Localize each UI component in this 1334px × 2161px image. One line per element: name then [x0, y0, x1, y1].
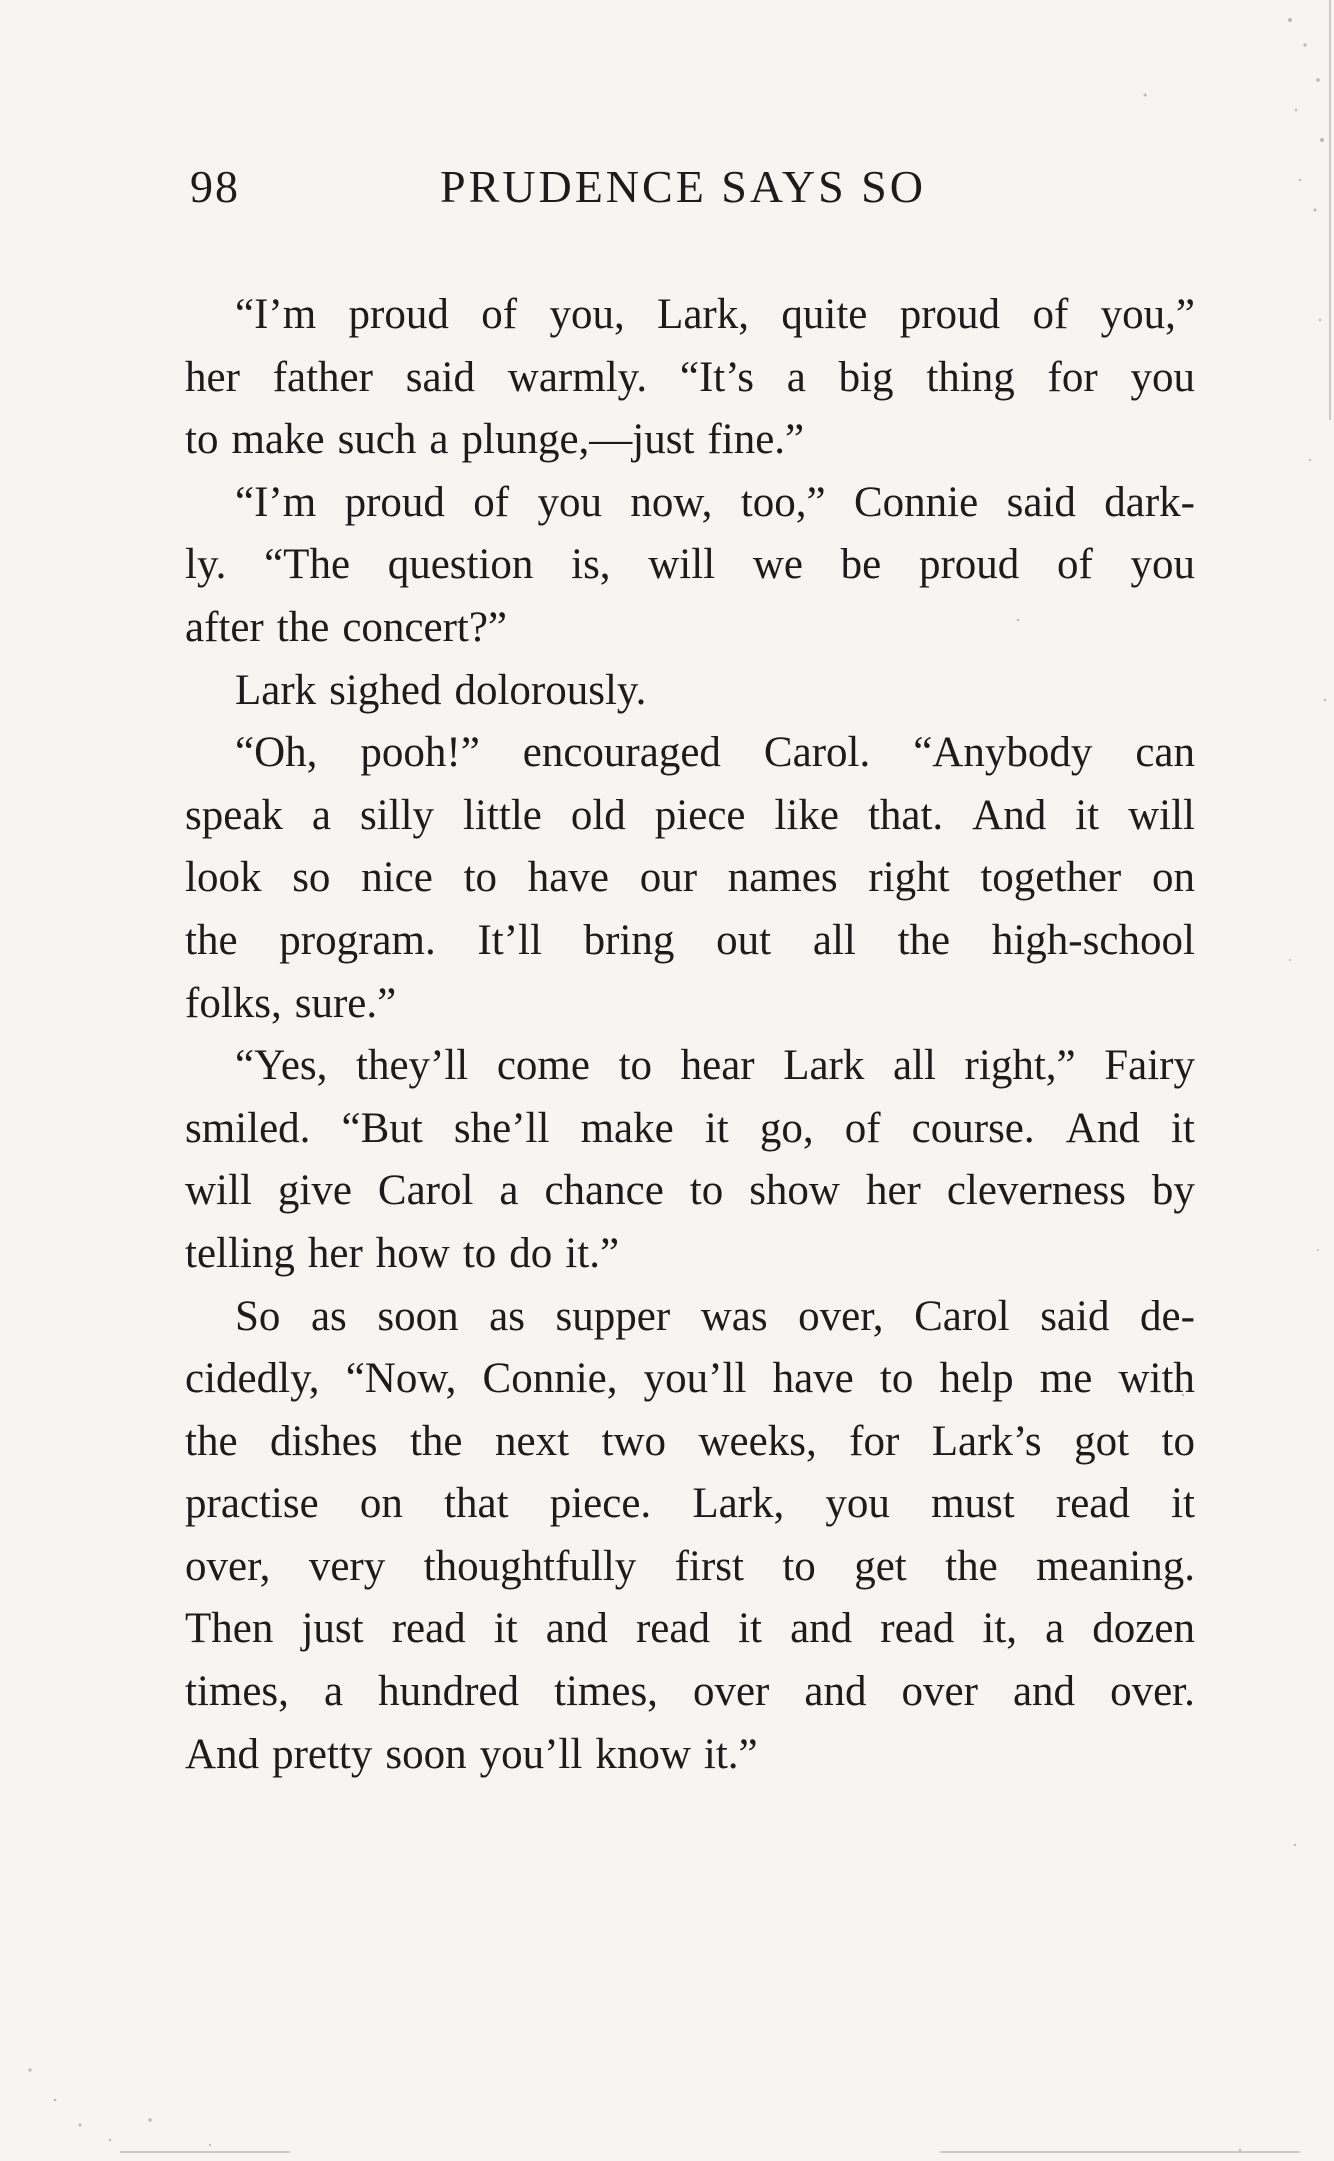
word: nice — [361, 854, 433, 902]
word: the — [276, 603, 330, 651]
word: as — [489, 1292, 525, 1340]
word: “I’m — [235, 291, 317, 338]
text-line — [185, 597, 1195, 660]
word: two — [601, 1417, 667, 1465]
text-line — [185, 409, 1195, 472]
word: is, — [571, 541, 611, 589]
word: that. — [867, 791, 944, 839]
word: for — [1047, 353, 1098, 401]
word: of — [844, 1104, 881, 1152]
text-line — [185, 1286, 1195, 1349]
text-line — [185, 847, 1195, 910]
word: “But — [341, 1104, 423, 1152]
word: right,” — [964, 1042, 1076, 1090]
word: dolorously. — [454, 666, 647, 714]
word: and — [545, 1605, 608, 1653]
word: proud — [344, 478, 445, 526]
word: it.” — [703, 1730, 758, 1778]
text-line — [185, 785, 1195, 848]
word: read — [391, 1605, 466, 1653]
word: and — [790, 1605, 853, 1653]
text-line — [185, 1223, 1195, 1286]
word: hundred — [378, 1668, 519, 1716]
word: over, — [798, 1292, 884, 1340]
word: very — [308, 1542, 386, 1590]
word: help — [939, 1355, 1014, 1403]
word: of — [473, 478, 510, 526]
word: said — [1040, 1292, 1110, 1340]
word: such — [337, 416, 417, 464]
word: telling — [185, 1229, 295, 1277]
word: right — [868, 854, 950, 902]
word: look — [185, 854, 262, 902]
text-line — [185, 973, 1195, 1036]
word: little — [463, 791, 542, 839]
word: Then — [185, 1605, 274, 1653]
word: “Now, — [345, 1355, 457, 1403]
word: question — [387, 541, 534, 589]
running-header — [190, 160, 1194, 220]
word: times, — [554, 1668, 658, 1716]
word: our — [639, 854, 698, 902]
word: dark- — [1104, 478, 1195, 526]
word: And — [972, 791, 1047, 839]
word: out — [716, 916, 772, 964]
word: you’ll — [643, 1355, 747, 1403]
word: just — [301, 1605, 364, 1653]
word: the — [409, 1417, 463, 1465]
word: chance — [544, 1167, 664, 1215]
word: on — [359, 1480, 403, 1528]
word: get — [854, 1542, 907, 1590]
word: it — [493, 1605, 518, 1653]
word: it — [1075, 791, 1100, 839]
word: thoughtfully — [423, 1542, 637, 1590]
word: So — [235, 1292, 281, 1340]
word: go, — [759, 1104, 814, 1152]
word: “I’m — [235, 478, 317, 526]
word: quite — [781, 291, 868, 338]
word: make — [231, 416, 325, 464]
word: know — [595, 1730, 691, 1778]
word: you — [1130, 541, 1195, 589]
text-line — [185, 1473, 1195, 1536]
word: fine.” — [707, 416, 805, 464]
word: to — [185, 416, 219, 464]
word: It’ll — [477, 916, 542, 964]
word: names — [727, 854, 838, 902]
word: it, — [982, 1605, 1017, 1653]
text-line — [185, 1348, 1195, 1411]
word: do — [509, 1229, 553, 1277]
word: supper — [555, 1292, 671, 1340]
word: “Anybody — [913, 729, 1093, 777]
word: pooh!” — [360, 729, 480, 777]
word: you, — [549, 291, 625, 338]
word: it.” — [565, 1229, 620, 1277]
word: cleverness — [946, 1167, 1126, 1215]
word: to — [462, 1229, 497, 1277]
word: speak — [185, 791, 283, 839]
word: must — [931, 1480, 1015, 1528]
word: with — [1118, 1355, 1195, 1403]
text-line — [185, 472, 1195, 535]
word: dozen — [1092, 1605, 1195, 1653]
word: we — [752, 541, 803, 589]
word: piece — [654, 791, 746, 839]
word: her — [865, 1167, 921, 1215]
word: you — [537, 478, 602, 526]
word: bring — [583, 916, 675, 964]
word: father — [272, 353, 373, 401]
word: “Oh, — [235, 729, 318, 777]
word: soon — [385, 1730, 467, 1778]
word: it — [738, 1605, 762, 1653]
word: the — [185, 916, 238, 964]
word: over — [692, 1668, 770, 1716]
word: you — [1130, 353, 1195, 401]
word: of — [481, 291, 518, 338]
word: make — [580, 1104, 674, 1152]
word: said — [1006, 478, 1076, 526]
word: Carol — [377, 1167, 474, 1215]
word: for — [849, 1417, 900, 1465]
word: me — [1039, 1355, 1093, 1403]
word: got — [1074, 1417, 1130, 1465]
word: Lark, — [692, 1480, 785, 1528]
word: too,” — [740, 478, 826, 526]
word: first — [674, 1542, 744, 1590]
word: give — [277, 1167, 352, 1215]
word: like — [774, 791, 839, 839]
word: piece. — [549, 1480, 652, 1528]
text-line — [185, 1661, 1195, 1724]
word: “The — [264, 541, 351, 589]
text-line — [185, 1098, 1195, 1161]
word: thing — [926, 353, 1015, 401]
text-line — [185, 1411, 1195, 1474]
word: over. — [1110, 1668, 1195, 1716]
word: Lark — [783, 1042, 865, 1090]
word: you,” — [1100, 291, 1195, 338]
text-line — [185, 347, 1195, 410]
word: was — [700, 1292, 768, 1340]
word: And — [1065, 1104, 1140, 1152]
word: as — [310, 1292, 347, 1340]
word: silly — [359, 791, 435, 839]
word: and — [804, 1668, 867, 1716]
word: it — [1170, 1104, 1195, 1152]
word: proud — [899, 291, 1001, 338]
text-line — [185, 534, 1195, 597]
running-title: PRUDENCE SAYS SO — [440, 161, 926, 212]
word: the — [945, 1542, 998, 1590]
word: course. — [911, 1104, 1035, 1152]
word: it — [704, 1104, 729, 1152]
body-text — [185, 284, 1195, 1786]
word: to — [618, 1042, 653, 1090]
text-line — [185, 1598, 1195, 1661]
word: encouraged — [522, 729, 721, 777]
word: practise — [185, 1480, 319, 1528]
page-number: 98 — [190, 161, 240, 212]
word: of — [1056, 541, 1093, 589]
text-line — [185, 1724, 1195, 1787]
word: you — [825, 1480, 890, 1528]
word: have — [527, 854, 609, 902]
word: be — [840, 541, 882, 589]
word: to — [782, 1542, 816, 1590]
word: Carol — [914, 1292, 1010, 1340]
word: hear — [680, 1042, 755, 1090]
word: program. — [279, 916, 436, 964]
word: how — [375, 1229, 450, 1277]
word: big — [838, 353, 894, 401]
word: high-school — [991, 916, 1195, 964]
word: And — [185, 1730, 260, 1778]
word: folks, — [185, 979, 282, 1027]
word: a — [311, 791, 331, 839]
word: a — [786, 353, 806, 401]
word: come — [496, 1042, 590, 1090]
word: to — [689, 1167, 724, 1215]
word: to — [463, 854, 498, 902]
word: a — [1045, 1605, 1065, 1653]
word: now, — [630, 478, 713, 526]
word: all — [812, 916, 856, 964]
word: soon — [377, 1292, 459, 1340]
text-line — [185, 722, 1195, 785]
word: smiled. — [185, 1104, 311, 1152]
text-line — [185, 1536, 1195, 1599]
word: read — [880, 1605, 955, 1653]
word: you’ll — [479, 1730, 583, 1778]
word: a — [323, 1668, 344, 1716]
word: times, — [185, 1668, 289, 1716]
word: together — [980, 854, 1122, 902]
word: so — [292, 854, 331, 902]
word: will — [185, 1167, 252, 1215]
word: ly. — [185, 541, 227, 589]
word: and — [1012, 1668, 1076, 1716]
word: a — [499, 1167, 519, 1215]
word: Lark’s — [931, 1417, 1042, 1465]
word: have — [772, 1355, 854, 1403]
word: “It’s — [679, 353, 754, 401]
word: old — [570, 791, 626, 839]
word: it — [1171, 1480, 1195, 1528]
text-line — [185, 284, 1195, 347]
word: sighed — [329, 666, 442, 714]
word: Lark, — [657, 291, 749, 338]
word: Connie, — [482, 1355, 618, 1403]
word: that — [444, 1480, 509, 1528]
word: Carol. — [763, 729, 871, 777]
word: a — [429, 416, 449, 464]
word: plunge,—just — [461, 416, 695, 464]
word: Lark — [235, 666, 317, 714]
word: pretty — [272, 1730, 373, 1778]
word: concert?” — [342, 603, 508, 651]
text-line — [185, 910, 1195, 973]
word: Fairy — [1104, 1042, 1195, 1090]
word: dishes — [270, 1417, 378, 1465]
word: show — [749, 1167, 840, 1215]
word: will — [648, 541, 716, 589]
word: cidedly, — [185, 1355, 320, 1403]
text-line — [185, 660, 1195, 723]
word: said — [405, 353, 476, 401]
word: proud — [348, 291, 449, 338]
word: her — [185, 353, 240, 401]
word: de- — [1140, 1292, 1195, 1340]
word: all — [892, 1042, 936, 1090]
word: will — [1128, 791, 1195, 839]
word: by — [1151, 1167, 1195, 1215]
word: read — [1055, 1480, 1130, 1528]
word: of — [1032, 291, 1069, 338]
word: after — [185, 603, 264, 651]
word: the — [897, 916, 951, 964]
word: proud — [918, 541, 1020, 589]
word: over — [901, 1668, 978, 1716]
word: Connie — [853, 478, 979, 526]
word: “Yes, — [235, 1042, 328, 1090]
word: read — [635, 1605, 710, 1653]
word: can — [1135, 729, 1195, 777]
word: she’ll — [453, 1104, 550, 1152]
word: to — [879, 1355, 914, 1403]
word: the — [185, 1417, 238, 1465]
word: next — [495, 1417, 570, 1465]
word: sure.” — [294, 979, 397, 1027]
word: on — [1151, 854, 1195, 902]
word: her — [307, 1229, 363, 1277]
word: warmly. — [507, 353, 648, 401]
text-line — [185, 1160, 1195, 1223]
word: meaning. — [1036, 1542, 1195, 1590]
word: to — [1161, 1417, 1195, 1465]
word: weeks, — [698, 1417, 817, 1465]
word: they’ll — [356, 1042, 469, 1090]
text-line — [185, 1035, 1195, 1098]
word: over, — [185, 1542, 271, 1590]
